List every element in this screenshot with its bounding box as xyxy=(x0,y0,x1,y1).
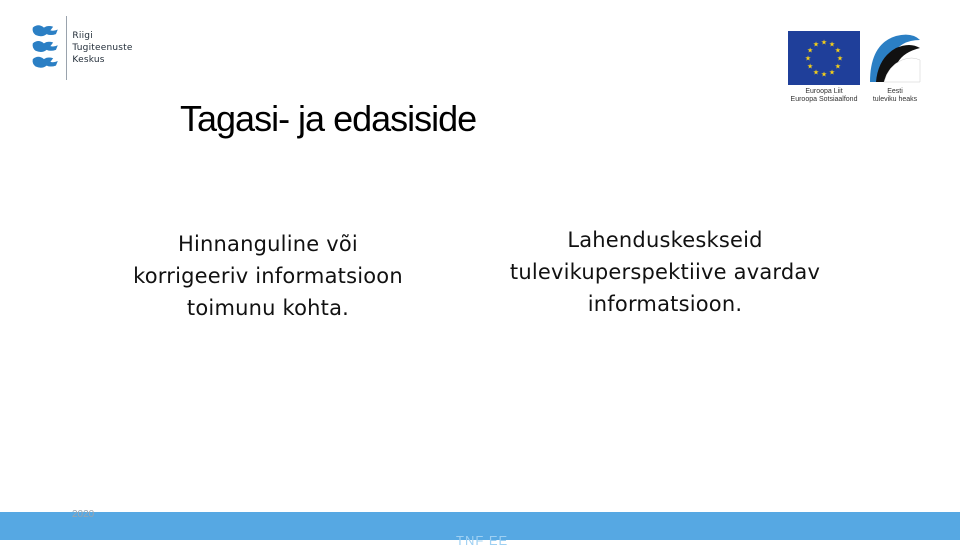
eu-star-icon: ★ xyxy=(812,41,820,49)
logo-divider xyxy=(66,16,67,80)
eu-caption xyxy=(786,88,862,104)
eu-caption-line1: Euroopa Liit xyxy=(805,88,843,95)
ee-caption-line1: Eesti xyxy=(887,88,903,95)
footer-year: 2020 xyxy=(72,509,95,520)
funding-logos xyxy=(786,28,926,108)
eu-flag-icon xyxy=(788,31,860,85)
rtk-logo-line2: Keskus xyxy=(72,55,105,65)
eu-star-icon: ★ xyxy=(828,69,836,77)
eu-star-icon: ★ xyxy=(820,71,828,79)
eu-star-icon: ★ xyxy=(812,69,820,77)
rtk-logo xyxy=(30,14,150,82)
slide-title: Tagasi- ja edasiside xyxy=(180,98,477,139)
left-text-block xyxy=(110,228,426,324)
left-line-1: Hinnanguline või xyxy=(178,232,358,256)
eu-star-icon: ★ xyxy=(806,47,814,55)
rtk-logo-text xyxy=(72,30,150,66)
eu-star-icon: ★ xyxy=(804,55,812,63)
right-line-1: Lahenduskeskseid xyxy=(567,228,763,252)
eu-caption-line2: Euroopa Sotsiaalfond xyxy=(790,96,858,103)
eu-star-icon: ★ xyxy=(834,63,842,71)
ee-caption-line2: tuleviku heaks xyxy=(872,96,918,103)
estonia-flag-swoosh-icon xyxy=(866,30,924,88)
eu-star-icon: ★ xyxy=(828,41,836,49)
eu-star-icon: ★ xyxy=(806,63,814,71)
right-line-3: informatsioon. xyxy=(587,292,743,316)
left-line-3: toimunu kohta. xyxy=(186,296,350,320)
eu-star-icon: ★ xyxy=(836,55,844,63)
footer-org-label: TNF EE xyxy=(456,533,509,548)
right-line-2: tulevikuperspektiive avardav xyxy=(509,260,821,284)
eu-star-icon: ★ xyxy=(834,47,842,55)
eu-star-icon: ★ xyxy=(820,39,828,47)
right-text-block xyxy=(484,224,846,320)
rtk-logo-line1: Riigi Tugiteenuste xyxy=(72,31,133,53)
lions-coat-of-arms-icon xyxy=(30,20,62,76)
left-line-2: korrigeeriv informatsioon xyxy=(133,264,403,288)
ee-caption xyxy=(866,88,924,104)
